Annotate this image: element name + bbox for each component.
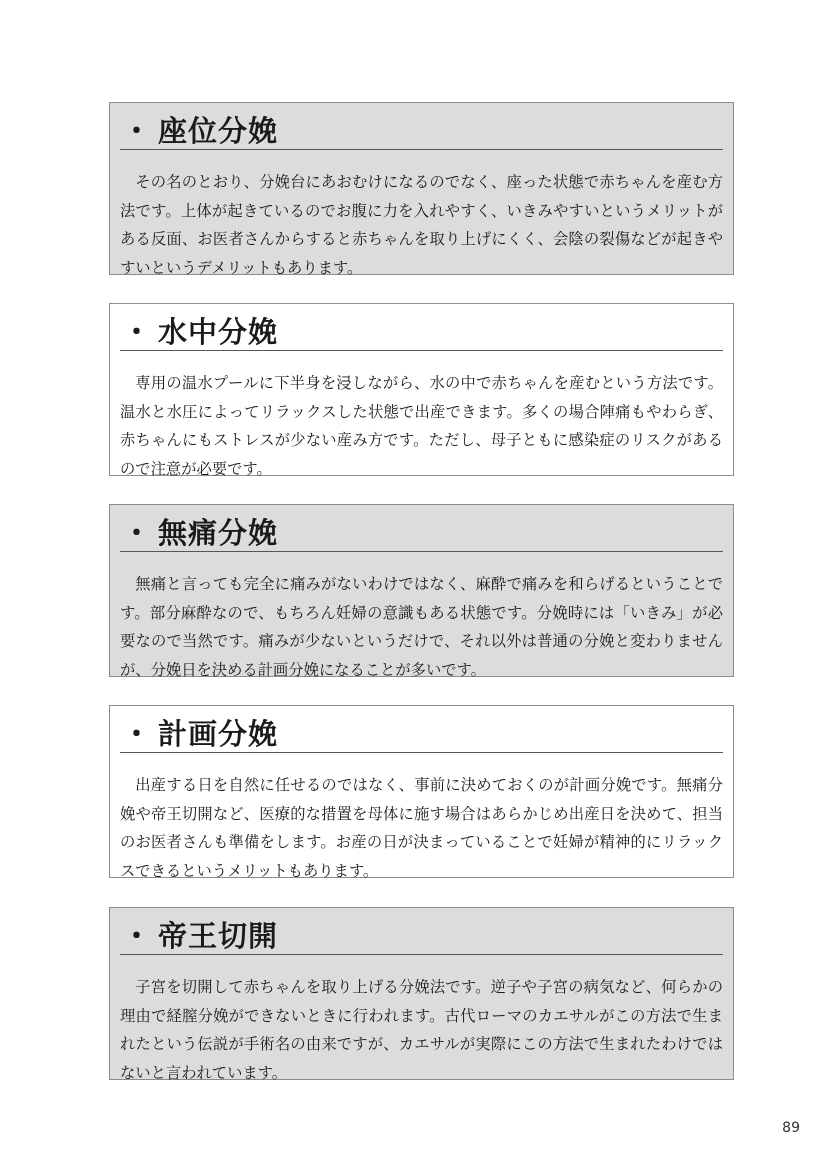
section-body: 専用の温水プールに下半身を浸しながら、水の中で赤ちゃんを産むという方法です。温水と水圧によってリラックスした状態で出産できます。多くの場合陣痛もやわらぎ、赤ちゃんにもストレスが少ない産み方です。ただし、母子ともに感染症のリスクがあるので注意が必要です。 — [120, 374, 723, 478]
bullet: ・ — [122, 919, 153, 953]
section-body: その名のとおり、分娩台にあおむけになるのでなく、座った状態で赤ちゃんを産む方法です。上体が起きているのでお腹に力を入れやすく、いきみやすいというメリットがある反面、お医者さんからすると赤ちゃんを取り上げにくく、会陰の裂傷などが起きやすいというデメリットもあります。 — [120, 173, 723, 277]
section-title-text: 帝王切開 — [158, 919, 279, 953]
section-title — [120, 103, 723, 150]
section-mutsu-bunben — [109, 504, 734, 677]
section-body: 子宮を切開して赤ちゃんを取り上げる分娩法です。逆子や子宮の病気など、何らかの理由で経膣分娩ができないときに行われます。古代ローマのカエサルがこの方法で生まれたという伝説が手術名の由来ですが、カエサルが実際にこの方法で生まれたわけではないと言われています。 — [120, 978, 723, 1082]
section-title-text: 無痛分娩 — [158, 516, 279, 550]
section-title — [120, 908, 723, 955]
bullet: ・ — [122, 516, 153, 550]
section-teiou-sekkai — [109, 907, 734, 1080]
section-title-text: 計画分娩 — [158, 717, 279, 751]
section-title-text: 座位分娩 — [158, 114, 279, 148]
bullet: ・ — [122, 114, 153, 148]
section-title — [120, 505, 723, 552]
section-keikaku-bunben — [109, 705, 734, 878]
section-body: 無痛と言っても完全に痛みがないわけではなく、麻酔で痛みを和らげるということです。部分麻酔なので、もちろん妊婦の意識もある状態です。分娩時には「いきみ」が必要なので当然です。痛みが少ないというだけで、それ以外は普通の分娩と変わりませんが、分娩日を決める計画分娩になることが多いです。 — [120, 575, 723, 679]
section-title — [120, 304, 723, 351]
section-zai-bunben — [109, 102, 734, 275]
bullet: ・ — [122, 315, 153, 349]
section-title-text: 水中分娩 — [158, 315, 279, 349]
section-title — [120, 706, 723, 753]
section-suichu-bunben — [109, 303, 734, 476]
bullet: ・ — [122, 717, 153, 751]
section-body: 出産する日を自然に任せるのではなく、事前に決めておくのが計画分娩です。無痛分娩や帝王切開など、医療的な措置を母体に施す場合はあらかじめ出産日を決めて、担当のお医者さんも準備をします。お産の日が決まっていることで妊婦が精神的にリラックスできるというメリットもあります。 — [120, 776, 723, 880]
page-number: 89 — [782, 1120, 800, 1136]
